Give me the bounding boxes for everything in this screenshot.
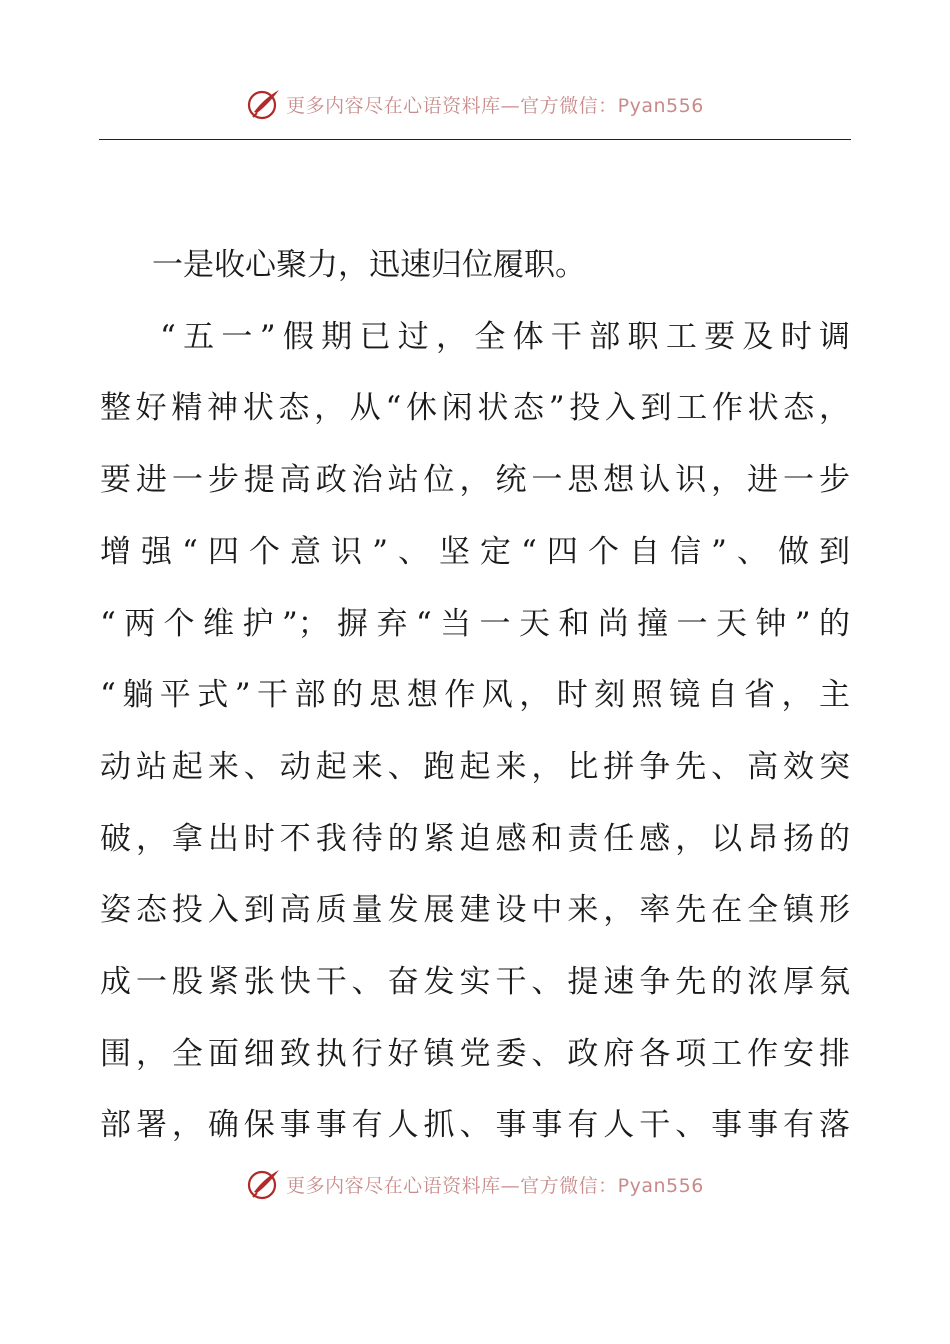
quill-pen-icon — [246, 1166, 282, 1202]
banner-text: 更多内容尽在心语资料库—官方微信：Pyan556 — [286, 1174, 704, 1197]
header-divider — [99, 139, 851, 140]
paragraph-line: 成一股紧张快干、奋发实干、提速争先的浓厚氛 — [100, 964, 850, 1001]
paragraph-line: “两个维护”；摒弃“当一天和尚撞一天钟”的 — [100, 605, 850, 642]
paragraph-line: “躺平式”干部的思想作风，时刻照镜自省，主 — [100, 677, 850, 714]
paragraph-line: 姿态投入到高质量发展建设中来，率先在全镇形 — [100, 892, 850, 929]
paragraph-line: 动站起来、动起来、跑起来，比拼争先、高效突 — [100, 748, 850, 785]
paragraph-line: 破，拿出时不我待的紧迫感和责任感，以昂扬的 — [100, 820, 850, 857]
paragraph-line: 要进一步提高政治站位，统一思想认识，进一步 — [100, 462, 850, 499]
paragraph-line: 整好精神状态，从“休闲状态”投入到工作状态， — [100, 390, 850, 427]
banner-text: 更多内容尽在心语资料库—官方微信：Pyan556 — [286, 94, 704, 117]
paragraph-line: 部署，确保事事有人抓、事事有人干、事事有落 — [100, 1107, 850, 1144]
footer-banner — [0, 1164, 950, 1204]
document-body — [100, 230, 850, 1162]
paragraph-line: “五一”假期已过，全体干部职工要及时调 — [160, 318, 850, 355]
paragraph-line: 增强“四个意识”、坚定“四个自信”、做到 — [100, 533, 850, 570]
quill-pen-icon — [246, 86, 282, 122]
header-banner — [0, 84, 950, 124]
section-heading: 一是收心聚力，迅速归位履职。 — [152, 247, 586, 283]
paragraph-line: 围，全面细致执行好镇党委、政府各项工作安排 — [100, 1035, 850, 1072]
